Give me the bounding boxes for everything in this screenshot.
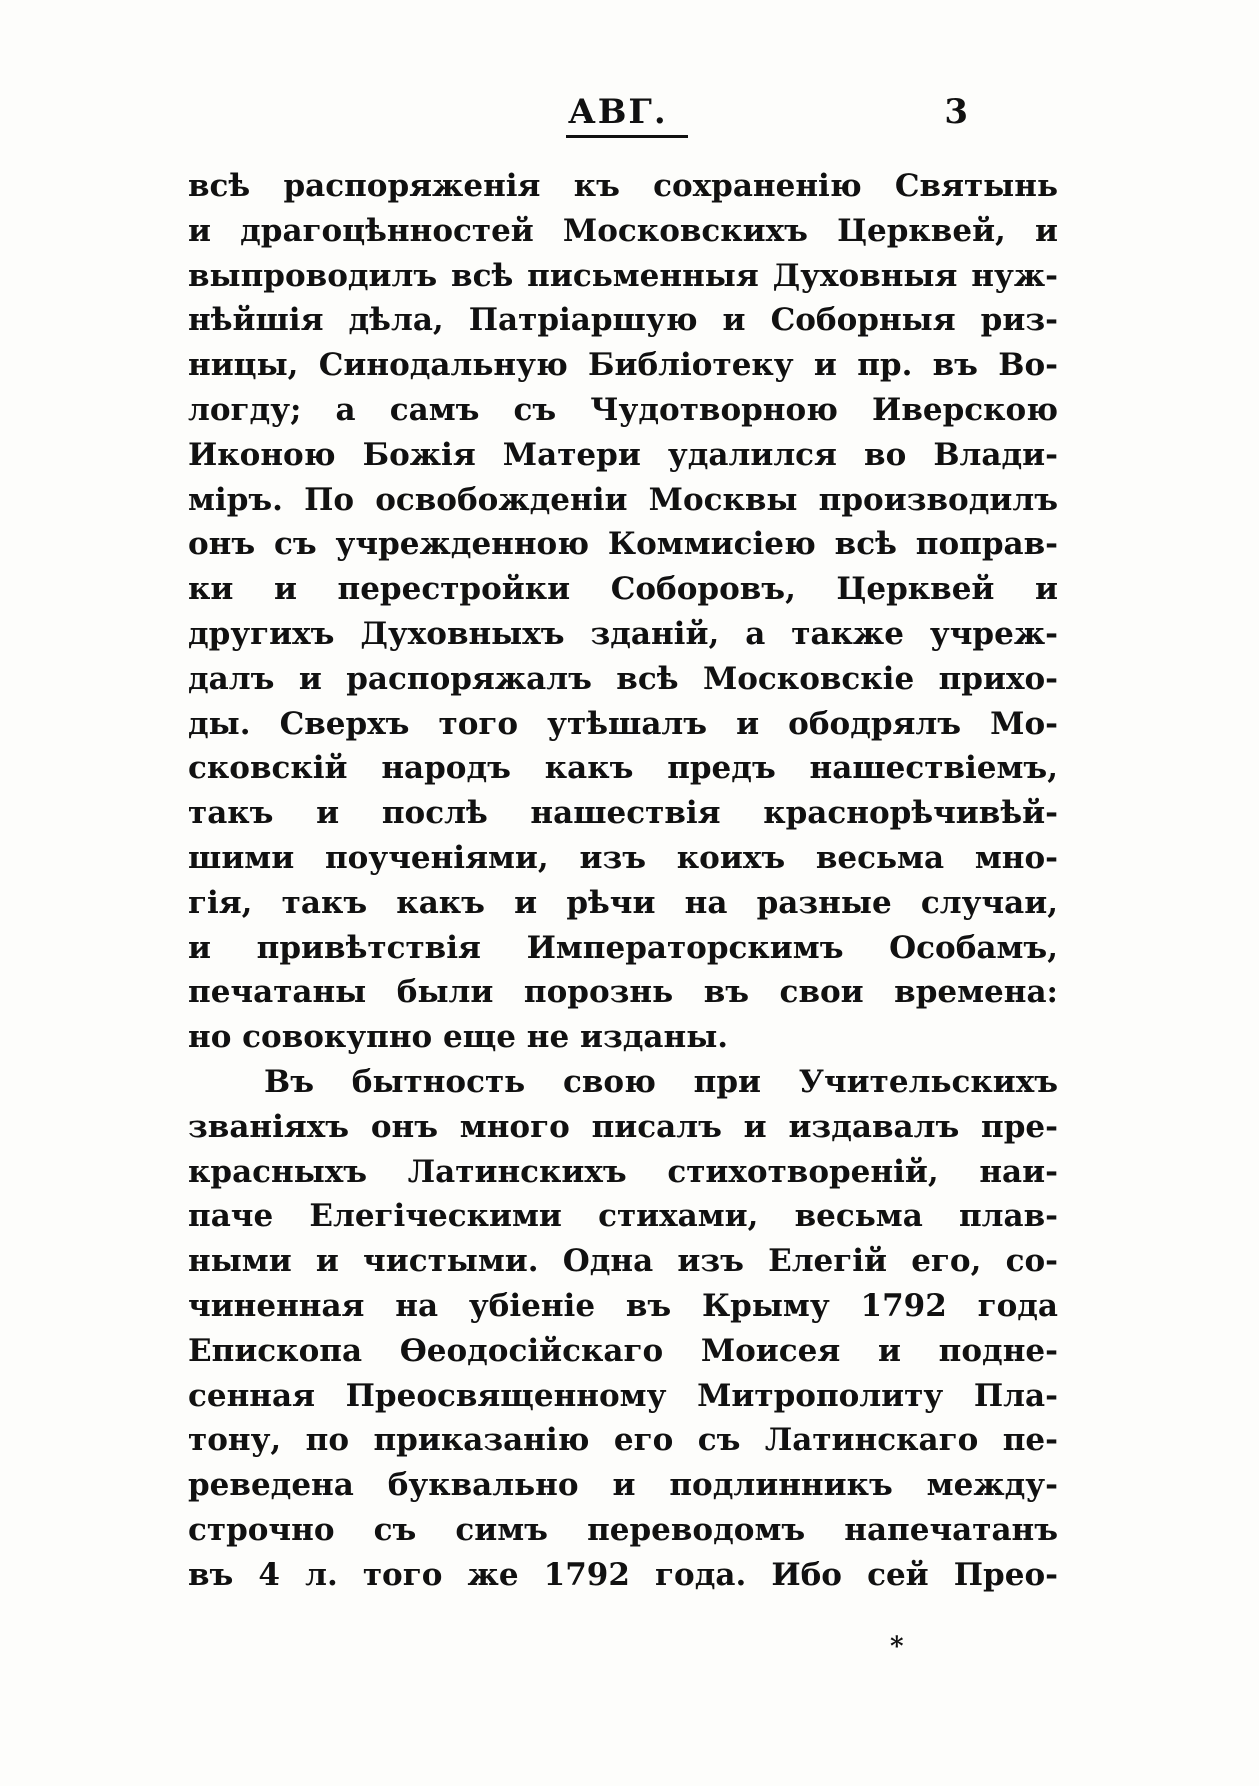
text-line: и драгоцѣнностей Московскихъ Церквей, и	[188, 212, 1058, 249]
text-line: строчно съ симъ переводомъ напечатанъ	[188, 1511, 1058, 1548]
text-line: выпроводилъ всѣ письменныя Духовныя нуж-	[188, 257, 1058, 294]
text-line: гія, такъ какъ и рѣчи на разные случаи,	[188, 884, 1058, 921]
text-line: паче Елегіческими стихами, весьма плав-	[188, 1198, 1058, 1235]
text-line: тону, по приказанію его съ Латинскаго пе-	[188, 1422, 1058, 1459]
paragraph-end-line: но совокупно еще не изданы.	[188, 1019, 729, 1056]
text-line: Епископа Ѳеодосійскаго Моисея и подне-	[188, 1332, 1058, 1369]
page-header	[188, 92, 1068, 152]
text-line: печатаны были порознь въ свои времена:	[188, 974, 1058, 1011]
text-line: ницы, Синодальную Библіотеку и пр. въ Во-	[188, 347, 1058, 384]
text-line: Иконою Божія Матери удалился во Влади-	[188, 436, 1058, 473]
text-line: далъ и распоряжалъ всѣ Московскіе прихо-	[188, 660, 1058, 697]
text-line: логду; а самъ съ Чудотворною Иверскою	[188, 391, 1058, 428]
text-line: званіяхъ онъ много писалъ и издавалъ пре-	[188, 1108, 1058, 1145]
text-line: нѣйшія дѣла, Патріаршую и Соборныя риз-	[188, 302, 1058, 339]
body-text	[188, 164, 1058, 1598]
text-line: такъ и послѣ нашествія краснорѣчивѣй-	[188, 795, 1058, 832]
text-line: сенная Преосвященному Митрополиту Пла-	[188, 1377, 1058, 1414]
text-line: другихъ Духовныхъ зданій, а также учреж-	[188, 615, 1058, 652]
text-line: ки и перестройки Соборовъ, Церквей и	[188, 571, 1058, 608]
text-line: міръ. По освобожденіи Москвы производилъ	[188, 481, 1058, 518]
text-line: всѣ распоряженія къ сохраненію Святынь	[188, 168, 1058, 204]
paragraph-start-line: Въ бытность свою при Учительскихъ	[264, 1063, 1058, 1100]
text-line: реведена буквально и подлинникъ между-	[188, 1467, 1058, 1504]
page-number: 3	[944, 92, 968, 132]
text-line: онъ съ учрежденною Коммисіею всѣ поправ-	[188, 526, 1058, 563]
text-line: ды. Сверхъ того утѣшалъ и ободрялъ Мо-	[188, 705, 1058, 742]
text-line: и привѣтствія Императорскимъ Особамъ,	[188, 929, 1058, 966]
text-line: шими поученіями, изъ коихъ весьма мно-	[188, 839, 1058, 876]
text-line: ными и чистыми. Одна изъ Елегій его, со-	[188, 1243, 1058, 1280]
running-head: АВГ.	[568, 92, 668, 132]
signature-mark: *	[890, 1632, 904, 1662]
text-line: сковскій народъ какъ предъ нашествіемъ,	[188, 750, 1058, 787]
running-head-rule	[566, 135, 688, 138]
text-line: чиненная на убіеніе въ Крыму 1792 года	[188, 1287, 1058, 1324]
text-line: въ 4 л. того же 1792 года. Ибо сей Прео-	[188, 1556, 1058, 1593]
text-line: красныхъ Латинскихъ стихотвореній, наи-	[188, 1153, 1058, 1190]
